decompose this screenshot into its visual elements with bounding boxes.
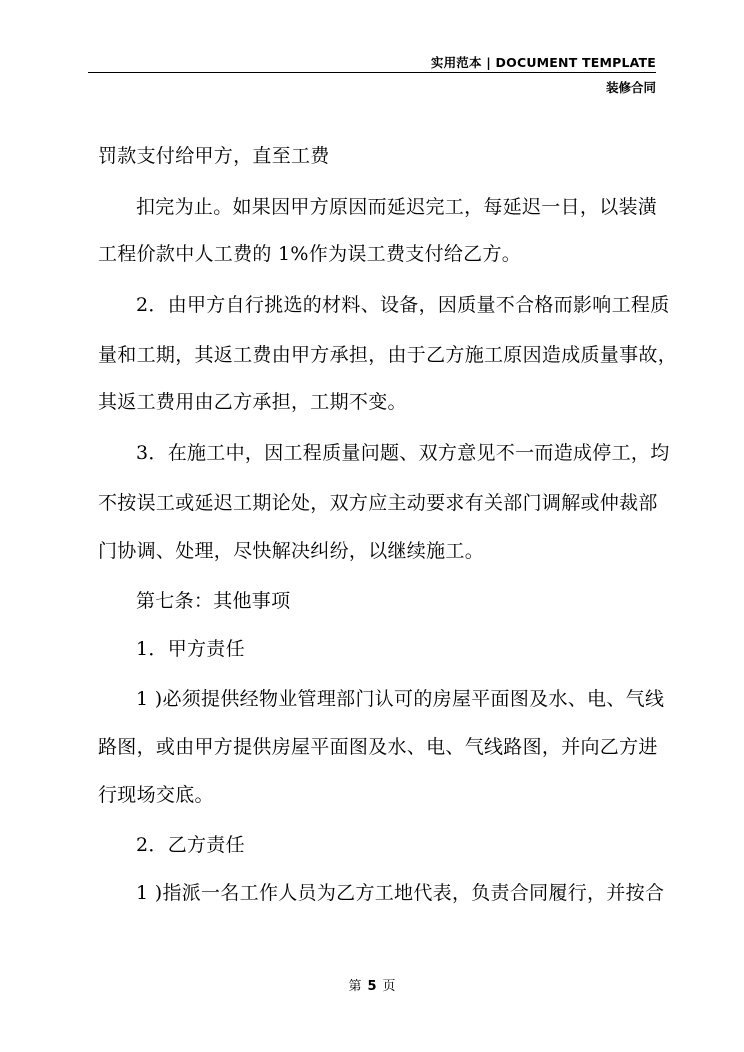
body-line: 罚款支付给甲方，直至工费: [98, 145, 330, 167]
body-line: 其返工费用由乙方承担，工期不变。: [98, 391, 407, 413]
page-prefix: 第: [348, 979, 362, 994]
page-header: [0, 0, 744, 100]
body-line: 扣完为止。如果因甲方原因而延迟完工，每延迟一日，以装潢: [136, 196, 658, 218]
page-footer: [0, 975, 744, 994]
page-number: 5: [367, 979, 377, 994]
body-line: 1 )必须提供经物业管理部门认可的房屋平面图及水、电、气线: [136, 688, 665, 710]
body-line: 3．在施工中，因工程质量问题、双方意见不一而造成停工，均: [136, 442, 670, 464]
body-line: 量和工期，其返工费由甲方承担，由于乙方施工原因造成质量事故，: [98, 344, 678, 366]
header-title: 实用范本 | DOCUMENT TEMPLATE: [430, 55, 656, 70]
header-divider: [88, 72, 656, 73]
body-line: 门协调、处理，尽快解决纠纷，以继续施工。: [98, 540, 485, 562]
page-suffix: 页: [382, 979, 396, 994]
header-subtitle: 装修合同: [605, 80, 656, 95]
subsection-heading: 1．甲方责任: [136, 638, 245, 660]
body-line: 路图，或由甲方提供房屋平面图及水、电、气线路图，并向乙方进: [98, 736, 658, 758]
body-line: 不按误工或延迟工期论处，双方应主动要求有关部门调解或仲裁部: [98, 492, 658, 514]
body-line: 行现场交底。: [98, 784, 214, 806]
subsection-heading: 2．乙方责任: [136, 834, 245, 856]
section-heading: 第七条：其他事项: [136, 590, 291, 612]
body-line: 1 )指派一名工作人员为乙方工地代表，负责合同履行，并按合: [136, 882, 665, 904]
body-line: 2．由甲方自行挑选的材料、设备，因质量不合格而影响工程质: [136, 294, 670, 316]
body-line: 工程价款中人工费的 1%作为误工费支付给乙方。: [98, 243, 522, 265]
